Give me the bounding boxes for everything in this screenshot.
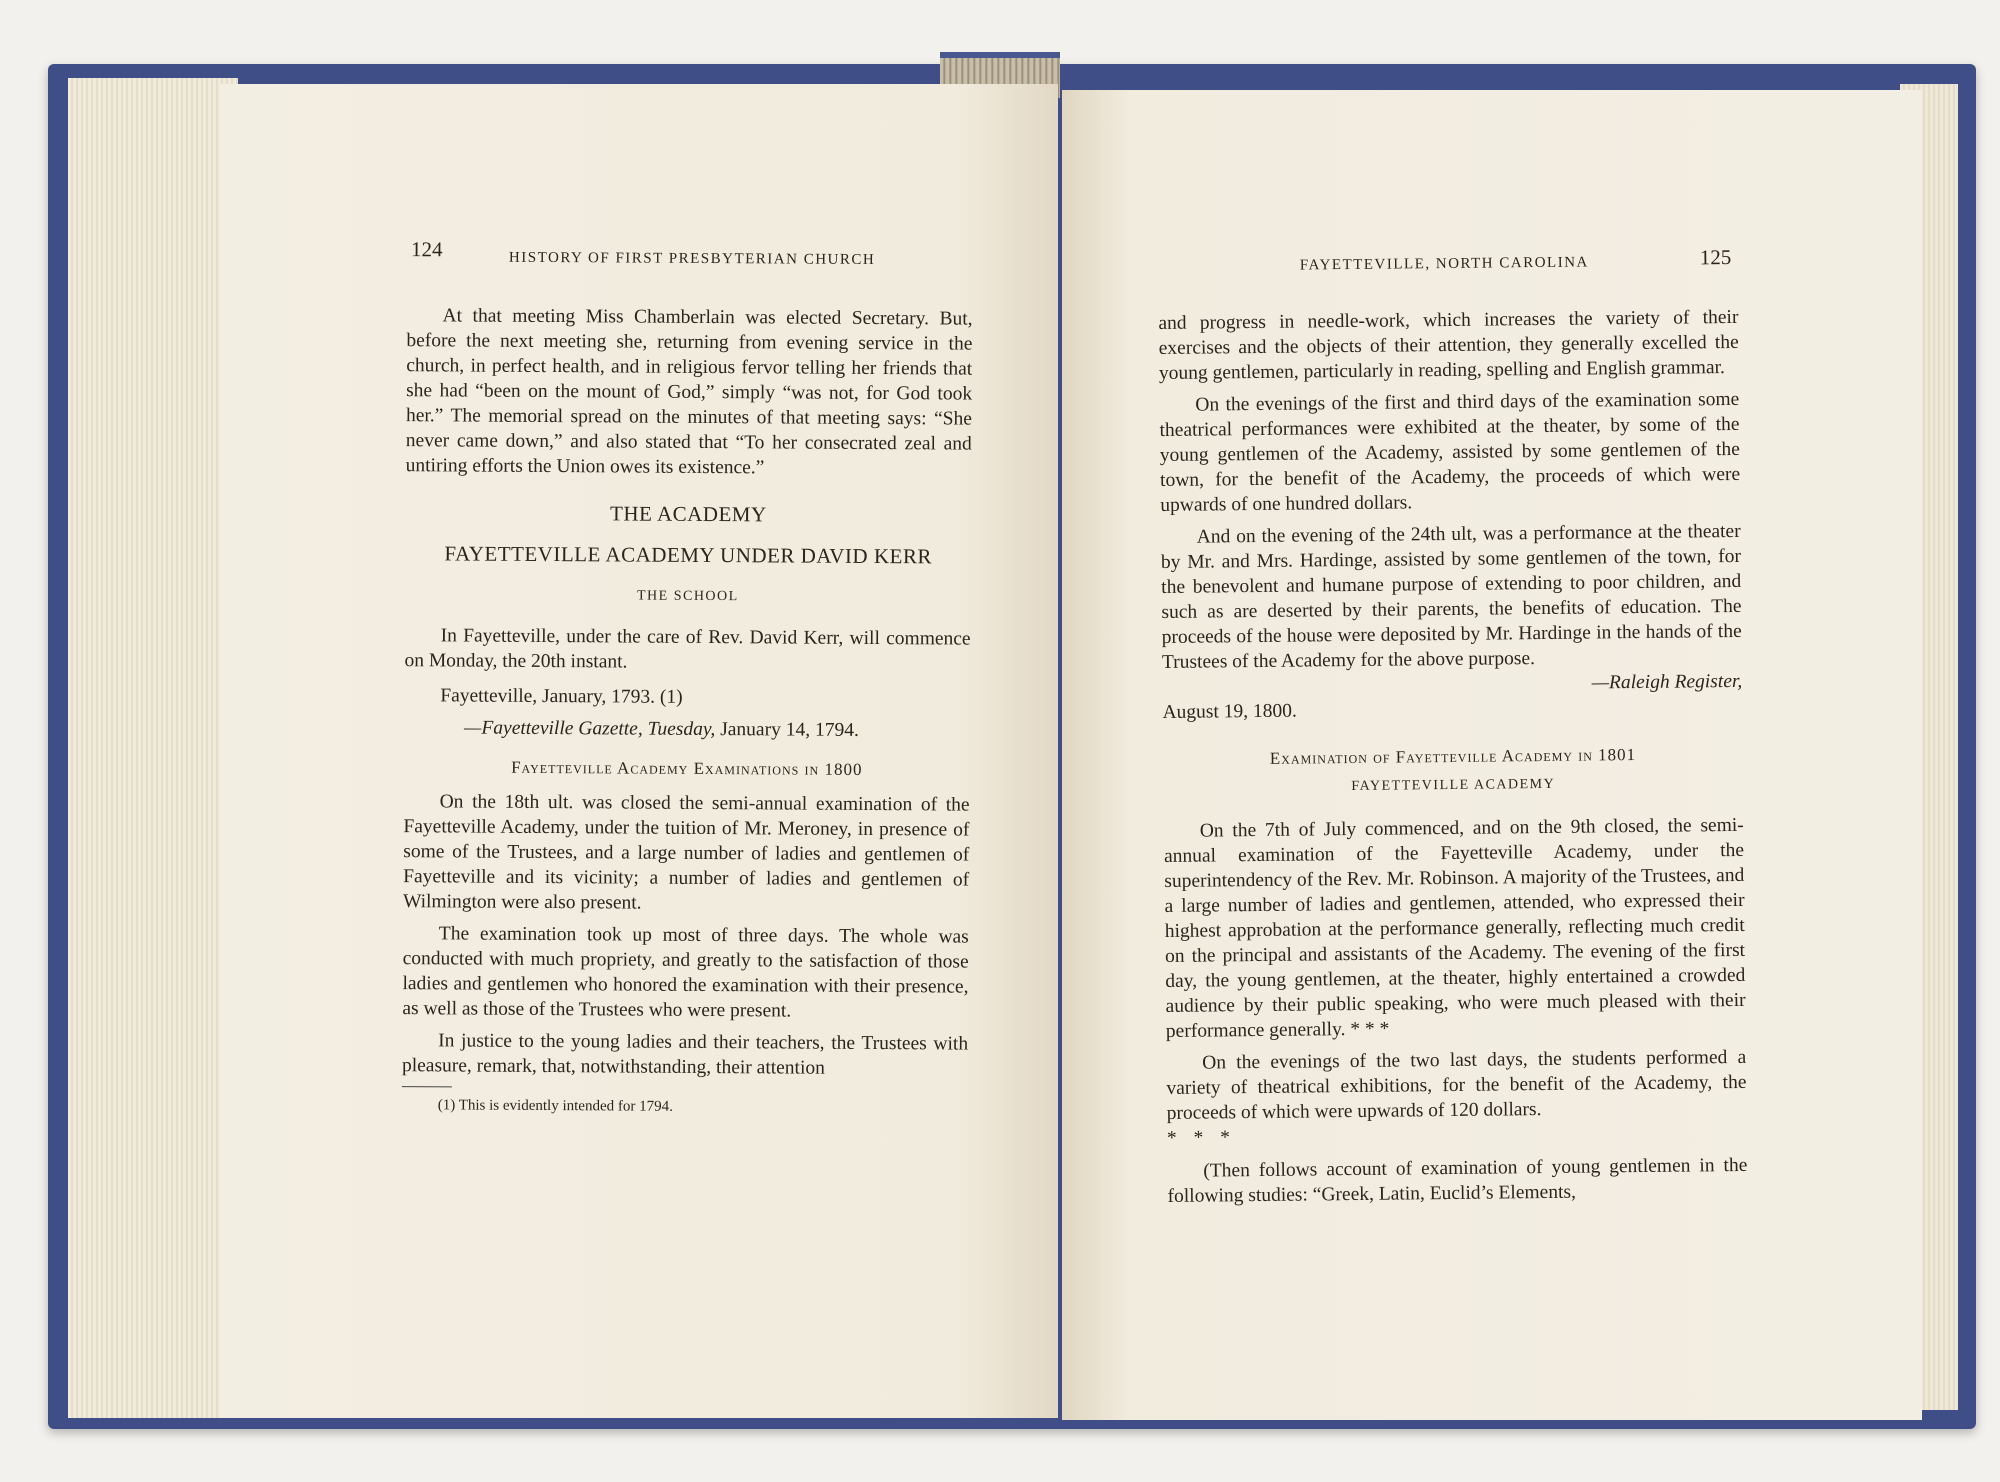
section-heading-school: THE SCHOOL: [636, 588, 739, 605]
citation-source: —Raleigh Register,: [1591, 670, 1743, 694]
section-heading-kerr: FAYETTEVILLE ACADEMY UNDER DAVID KERR: [444, 541, 932, 569]
section-subheading-academy: FAYETTEVILLE ACADEMY: [1351, 776, 1556, 795]
paragraph: On the 7th of July commenced, and on the 9th closed, the semi-annual examination of the Fayetteville Academy, under the superintendency of the Rev. Mr. Robinson. A majority of the Trustees, and a large number of ladies and gentlemen, attended, who expressed their highest approbation at the performance generally, reflecting much credit on the principal and assistants of the Academy. The evening of the first day, the young gentlemen, at the theater, highly entertained a crowded audience by their public speaking, who were much pleased with their performance generally. * * *: [1163, 814, 1746, 1042]
left-page-number: 124: [410, 237, 443, 262]
paragraph: In Fayetteville, under the care of Rev. David Kerr, will commence on Monday, the 20th instant.: [404, 625, 971, 673]
right-page: [1062, 90, 1922, 1420]
paragraph: and progress in needle-work, which increases the variety of their exercises and the objects of their attention, they generally excelled the young gentlemen, particularly in reading, spelling and English grammar.: [1158, 306, 1739, 384]
left-page-body: [402, 303, 973, 1121]
section-heading-academy: THE ACADEMY: [610, 501, 767, 527]
paragraph: On the evenings of the two last days, the students performed a variety of theatrical exhibitions, for the benefit of the Academy, the proceeds of which were upwards of 120 dollars.: [1166, 1046, 1747, 1124]
section-heading-1801: Examination of Fayetteville Academy in 1801: [1269, 745, 1637, 768]
left-page: [220, 84, 1058, 1418]
section-heading-1800: Fayetteville Academy Examinations in 1800: [511, 757, 863, 779]
citation-source: —Fayetteville Gazette, Tuesday,: [464, 717, 716, 741]
paragraph: In justice to the young ladies and their teachers, the Trustees with pleasure, remark, that, notwithstanding, their attention: [401, 1030, 969, 1079]
right-page-body: [1158, 305, 1747, 1216]
paragraph: The examination took up most of three days. The whole was conducted with much propriety, and greatly to the satisfaction of those ladies and gentlemen who honored the examination with their presence, as well as those of the Trustees who were present.: [402, 923, 969, 1022]
dateline: Fayetteville, January, 1793. (1): [440, 685, 683, 708]
paragraph: And on the evening of the 24th ult, was a performance at the theater by Mr. and Mrs. Hardinge, assisted by some gentlemen of the town, for the benevolent and humane purpose of extending to poor children, and such as are deserted by their parents, the benefits of education. The proceeds of the house were deposited by Mr. Hardinge in the hands of the Trustees of the Academy for the above purpose.: [1160, 520, 1742, 673]
footnote: (1) This is evidently intended for 1794.: [437, 1097, 673, 1115]
paragraph: (Then follows account of examination of young gentlemen in the following studies: “Greek, Latin, Euclid’s Elements,: [1167, 1154, 1748, 1207]
paragraph: On the evenings of the first and third days of the examination some theatrical performances were exhibited at the theater, by some of the young gentlemen of the Academy, assisted by some gentlemen of the town, for the benefit of the Academy, the proceeds of which were upwards of one hundred dollars.: [1159, 388, 1741, 516]
paragraph: At that meeting Miss Chamberlain was elected Secretary. But, before the next meeting she, returning from evening service in the church, in perfect health, and in religious fervor telling her friends that she had “been on the mount of God,” simply “was not, for God took her.” The memorial spread on the minutes of that meeting says: “She never came down,” and also stated that “To her consecrated zeal and untiring efforts the Union owes its existence.”: [405, 305, 973, 479]
citation: [464, 716, 970, 744]
citation-date: August 19, 1800.: [1162, 700, 1297, 723]
left-running-head: HISTORY OF FIRST PRESBYTERIAN CHURCH: [508, 249, 876, 269]
asterisks: * * *: [1166, 1127, 1237, 1149]
footnote-rule: [402, 1086, 452, 1087]
paragraph: On the 18th ult. was closed the semi-annual examination of the Fayetteville Academy, under the tuition of Mr. Meroney, in presence of some of the Trustees, and a large number of ladies and gentlemen of Fayetteville and its vicinity; a number of ladies and gentlemen of Wilmington were also present.: [402, 791, 970, 914]
right-page-number: 125: [1699, 245, 1732, 270]
citation-date: January 14, 1794.: [720, 719, 859, 741]
right-running-head: FAYETTEVILLE, NORTH CAROLINA: [1299, 254, 1589, 274]
